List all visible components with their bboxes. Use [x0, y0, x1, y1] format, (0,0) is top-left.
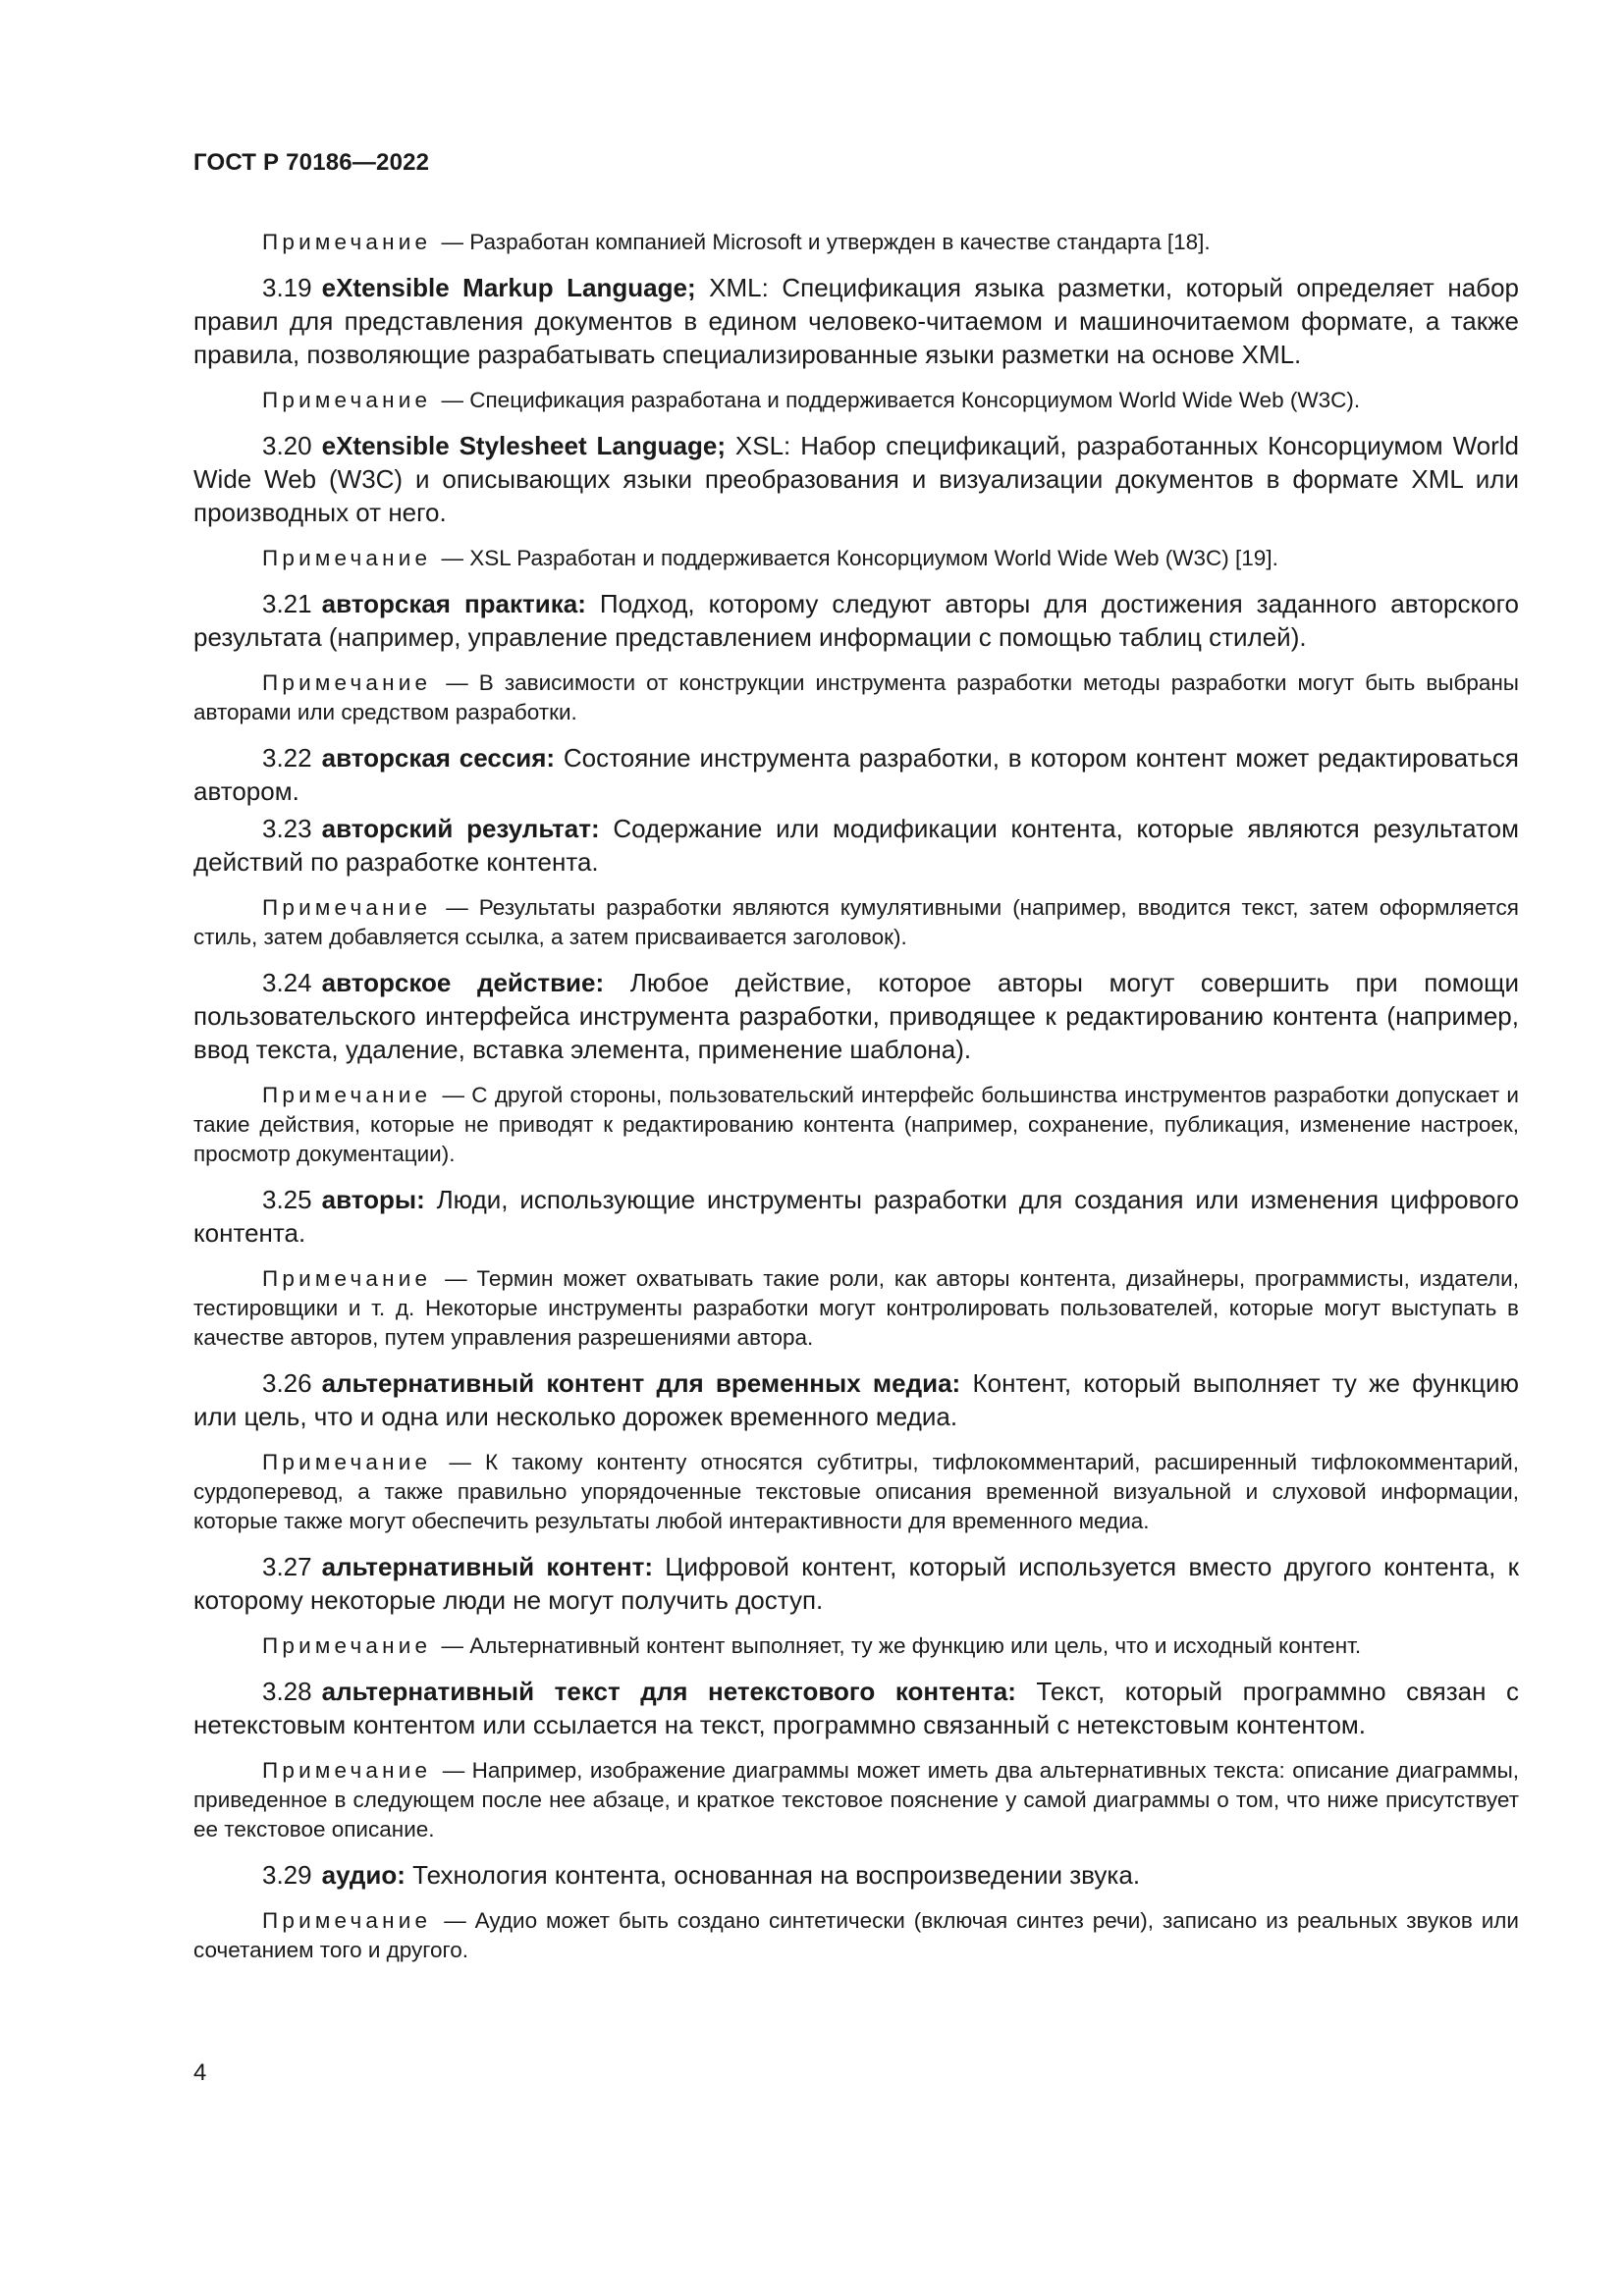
note-text: — Аудио может быть создано синтетически (включая синтез речи), записано из реальных звуков или сочетанием того и другого.: [193, 1908, 1519, 1962]
page-header-standard-id: ГОСТ Р 70186—2022: [193, 149, 430, 176]
note-label: Примечание: [262, 546, 432, 570]
term-definition: Любое действие, которое авторы могут совершить при помощи пользовательского интерфейса инструмента разработки, приводящее к редактированию контента (например, ввод текста, удаление, вставка элемента, применение шаблона).: [193, 968, 1519, 1064]
note: [193, 1264, 1519, 1353]
document-body: [193, 228, 1519, 1979]
term-definition: XSL: Набор спецификаций, разработанных Консорциумом World Wide Web (W3C) и описывающих языки преобразования и визуализации документов в формате XML или производных от него.: [193, 431, 1519, 527]
note: [193, 386, 1519, 415]
note: [193, 1906, 1519, 1965]
term-number: 3.22: [262, 743, 312, 773]
term-definition: XML: Спецификация языка разметки, который определяет набор правил для представления документов в едином человеко-читаемом и машиночитаемом формате, а также правила, позволяющие разрабатывать специализированные языки разметки на основе XML.: [193, 273, 1519, 369]
page-number: 4: [193, 2059, 207, 2086]
note-label: Примечание: [262, 895, 432, 920]
note: [193, 668, 1519, 727]
term-name: eXtensible Stylesheet Language;: [321, 431, 726, 460]
note-label: Примечание: [262, 230, 432, 254]
note-text: — XSL Разработан и поддерживается Консорциумом World Wide Web (W3C) [19].: [441, 546, 1278, 570]
note-label: Примечание: [262, 670, 432, 695]
term-definition: Контент, который выполняет ту же функцию или цель, что и одна или несколько дорожек временного медиа.: [193, 1368, 1519, 1431]
note-label: Примечание: [262, 388, 432, 412]
term-name: авторская практика:: [321, 589, 586, 618]
term-entry-3-24: [193, 966, 1519, 1066]
term-name: альтернативный контент:: [321, 1552, 653, 1581]
term-number: 3.19: [262, 273, 312, 302]
term-entry-3-29: [193, 1858, 1519, 1892]
term-number: 3.25: [262, 1185, 312, 1214]
term-entry-3-28: [193, 1675, 1519, 1741]
note: [193, 228, 1519, 257]
term-entry-3-19: [193, 271, 1519, 371]
term-name: авторская сессия:: [321, 743, 556, 773]
term-definition: Содержание или модификации контента, которые являются результатом действий по разработке контента.: [193, 814, 1519, 877]
note: [193, 1448, 1519, 1536]
term-name: альтернативный контент для временных медиа:: [321, 1368, 961, 1398]
term-definition: Текст, который программно связан с нетекстовым контентом или ссылается на текст, программно связанный с нетекстовым контентом.: [193, 1677, 1519, 1739]
term-entry-3-27: [193, 1550, 1519, 1617]
term-entry-3-22: [193, 741, 1519, 808]
note: [193, 1081, 1519, 1169]
term-name: авторское действие:: [321, 968, 605, 997]
note-text: — В зависимости от конструкции инструмента разработки методы разработки могут быть выбраны авторами или средством разработки.: [193, 670, 1519, 724]
note: [193, 893, 1519, 952]
term-number: 3.28: [262, 1677, 312, 1706]
term-number: 3.26: [262, 1368, 312, 1398]
term-definition: Технология контента, основанная на воспроизведении звука.: [405, 1860, 1141, 1890]
term-number: 3.21: [262, 589, 312, 618]
note-label: Примечание: [262, 1758, 432, 1783]
note-text: — Результаты разработки являются кумулятивными (например, вводится текст, затем оформляется стиль, затем добавляется ссылка, а затем присваивается заголовок).: [193, 895, 1519, 949]
term-number: 3.29: [262, 1860, 312, 1890]
note-text: — Спецификация разработана и поддерживается Консорциумом World Wide Web (W3C).: [441, 388, 1361, 412]
note: [193, 1631, 1519, 1661]
note-label: Примечание: [262, 1908, 432, 1933]
term-name: аудио:: [321, 1860, 406, 1890]
term-name: авторский результат:: [321, 814, 600, 843]
term-definition: Люди, использующие инструменты разработки для создания или изменения цифрового контента.: [193, 1185, 1519, 1248]
term-number: 3.27: [262, 1552, 312, 1581]
term-definition: Состояние инструмента разработки, в котором контент может редактироваться автором.: [193, 743, 1519, 806]
note-label: Примечание: [262, 1266, 432, 1291]
note-text: — Разработан компанией Microsoft и утвержден в качестве стандарта [18].: [441, 230, 1211, 254]
note-text: — К такому контенту относятся субтитры, тифлокомментарий, расширенный тифлокомментарий, сурдоперевод, а также правильно упорядоченные текстовые описания временной визуальной и слуховой информации, которые также могут обеспечить результаты любой интерактивности для временного медиа.: [193, 1450, 1519, 1533]
term-entry-3-21: [193, 587, 1519, 654]
term-definition: Цифровой контент, который используется вместо другого контента, к которому некоторые люди не могут получить доступ.: [193, 1552, 1520, 1615]
note: [193, 544, 1519, 573]
note-label: Примечание: [262, 1083, 432, 1107]
note-text: — С другой стороны, пользовательский интерфейс большинства инструментов разработки допускает и такие действия, которые не приводят к редактированию контента (например, сохранение, публикация, изменение настроек, просмотр документации).: [193, 1083, 1519, 1166]
note-text: — Термин может охватывать такие роли, как авторы контента, дизайнеры, программисты, издатели, тестировщики и т. д. Некоторые инструменты разработки могут контролировать пользователей, которые могут выступать в качестве авторов, путем управления разрешениями автора.: [193, 1266, 1519, 1350]
term-number: 3.23: [262, 814, 312, 843]
term-entry-3-23: [193, 812, 1519, 879]
term-entry-3-25: [193, 1183, 1519, 1250]
note-text: — Например, изображение диаграммы может иметь два альтернативных текста: описание диаграммы, приведенное в следующем после нее абзаце, и краткое текстовое пояснение у самой диаграммы о том, что ниже присутствует ее текстовое описание.: [193, 1758, 1519, 1842]
term-number: 3.20: [262, 431, 312, 460]
term-name: альтернативный текст для нетекстового контента:: [321, 1677, 1016, 1706]
note-label: Примечание: [262, 1633, 432, 1658]
term-entry-3-26: [193, 1366, 1519, 1433]
term-number: 3.24: [262, 968, 312, 997]
term-definition: Подход, которому следуют авторы для достижения заданного авторского результата (например, управление представлением информации с помощью таблиц стилей).: [193, 589, 1519, 652]
term-name: eXtensible Markup Language;: [321, 273, 696, 302]
note: [193, 1756, 1519, 1844]
term-entry-3-20: [193, 429, 1519, 529]
note-text: — Альтернативный контент выполняет, ту же функцию или цель, что и исходный контент.: [441, 1633, 1362, 1658]
term-name: авторы:: [321, 1185, 425, 1214]
note-label: Примечание: [262, 1450, 432, 1474]
